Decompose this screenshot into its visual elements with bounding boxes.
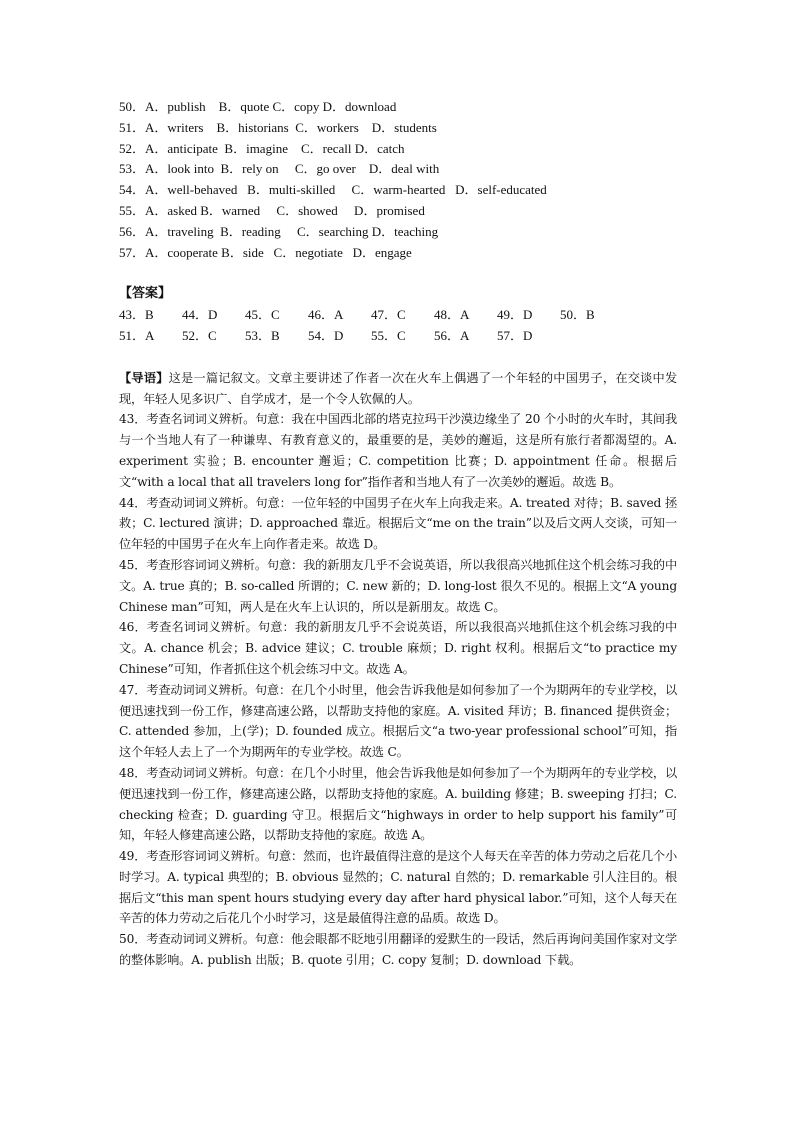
- answer-item: 45．C: [245, 307, 280, 323]
- answer-item: 43．B: [119, 307, 154, 323]
- guide-paragraph: [119, 368, 677, 410]
- explanation-49: 49．考查形容词词义辨析。句意：然而，也许最值得注意的是这个人每天在辛苦的体力劳动之后花几个小时学习。A. typical 典型的；B. obvious 显然的；C. natural 自然的；D. remarkable 引人注目的。根据后文“this man spent hours studying every day after hard physical labor.”可知，这个人每天在辛苦的体力劳动之后花几个小时学习，这是最值得注意的品质。故选 D。: [119, 849, 677, 926]
- answer-item: 53．B: [245, 327, 280, 343]
- option-line-56: 56．A．traveling B．reading C．searching D．teaching: [119, 223, 439, 239]
- answer-item: 50．B: [560, 307, 595, 323]
- explanation-43: 43．考查名词词义辨析。句意：我在中国西北部的塔克拉玛干沙漠边缘坐了 20 个小时的火车时，其间我与一个当地人有了一种谦卑、有教育意义的，最重要的是，美妙的邂逅，这是所有旅行者都渴望的。A. experiment 实验；B. encounter 邂逅；C. competition 比赛；D. appointment 任命。根据后文“with a local that all travelers long for”指作者和当地人有了一次美妙的邂逅。故选 B。: [119, 412, 677, 489]
- document-page: [119, 97, 677, 971]
- answer-item: 51．A: [119, 327, 155, 343]
- answer-item: 48．A: [434, 307, 470, 323]
- option-line-55: 55．A．asked B．warned C．showed D．promised: [119, 202, 425, 218]
- answer-item: 44．D: [182, 307, 218, 323]
- answer-row-2: [119, 326, 677, 347]
- option-line-52: 52．A．anticipate B．imagine C．recall D．catch: [119, 140, 405, 156]
- explanation-47: 47．考查动词词义辨析。句意：在几个小时里，他会告诉我他是如何参加了一个为期两年的专业学校，以便迅速找到一份工作，修建高速公路，以帮助支持他的家庭。A. visited 拜访；B. financed 提供资金；C. attended 参加，上(学)；D. founded 成立。根据后文“a two-year professional school”可知，指这个年轻人去上了一个为期两年的专业学校。故选 C。: [119, 682, 677, 760]
- explanation-45: 45．考查形容词词义辨析。句意：我的新朋友几乎不会说英语，所以我很高兴地抓住这个机会练习我的中文。A. true 真的；B. so-called 所谓的；C. new 新的；D. long-lost 很久不见的。根据上文“A young Chinese man”可知，两人是在火车上认识的，所以是新朋友。故选 C。: [119, 557, 677, 614]
- guide-text: 这是一篇记叙文。文章主要讲述了作者一次在火车上偶遇了一个年轻的中国男子，在交谈中发现，年轻人见多识广、自学成才，是一个令人钦佩的人。: [119, 370, 677, 406]
- answer-item: 52．C: [182, 327, 217, 343]
- answer-item: 55．C: [371, 327, 406, 343]
- option-line-51: 51．A．writers B．historians C．workers D．students: [119, 119, 437, 135]
- answer-item: 56．A: [434, 327, 470, 343]
- spacer: [119, 347, 677, 368]
- answer-heading: 【答案】: [119, 286, 172, 302]
- option-line-57: 57．A．cooperate B．side C．negotiate D．engage: [119, 244, 412, 260]
- guide-tag: 【导语】: [119, 370, 169, 385]
- explanation-50: 50．考查动词词义辨析。句意：他会眼都不眨地引用翻译的爱默生的一段话，然后再询问美国作家对文学的整体影响。A. publish 出版；B. quote 引用；C. copy 复制；D. download 下载。: [119, 932, 677, 968]
- answer-item: 46．A: [308, 307, 344, 323]
- spacer: [119, 263, 677, 284]
- explanation-46: 46．考查名词词义辨析。句意：我的新朋友几乎不会说英语，所以我很高兴地抓住这个机会练习我的中文。A. chance 机会；B. advice 建议；C. trouble 麻烦；D. right 权利。根据后文“to practice my Chinese”可知，作者抓住这个机会练习中文。故选 A。: [119, 620, 677, 676]
- answer-item: 54．D: [308, 327, 344, 343]
- option-list: [119, 97, 677, 263]
- answer-item: 49．D: [497, 307, 533, 323]
- answer-row-1: [119, 305, 677, 326]
- explanation-44: 44．考查动词词义辨析。句意：一位年轻的中国男子在火车上向我走来。A. treated 对待；B. saved 拯救；C. lectured 演讲；D. approached 靠近。根据后文“me on the train”以及后文两人交谈，可知一位年轻的中国男子在火车上向作者走来。故选 D。: [119, 495, 677, 552]
- option-line-53: 53．A．look into B．rely on C．go over D．deal with: [119, 161, 440, 177]
- option-line-54: 54．A．well-behaved B．multi-skilled C．warm-hearted D．self-educated: [119, 182, 547, 198]
- answer-item: 57．D: [497, 327, 533, 343]
- explanation-48: 48．考查动词词义辨析。句意：在几个小时里，他会告诉我他是如何参加了一个为期两年的专业学校，以便迅速找到一份工作，修建高速公路，以帮助支持他的家庭。A. building 修建；B. sweeping 打扫；C. checking 检查；D. guarding 守卫。根据后文“highways in order to help support his family”可知，年轻人修建高速公路，以帮助支持他的家庭。故选 A。: [119, 765, 677, 843]
- option-line-50: 50．A．publish B．quote C．copy D．download: [119, 99, 397, 114]
- answer-item: 47．C: [371, 307, 406, 323]
